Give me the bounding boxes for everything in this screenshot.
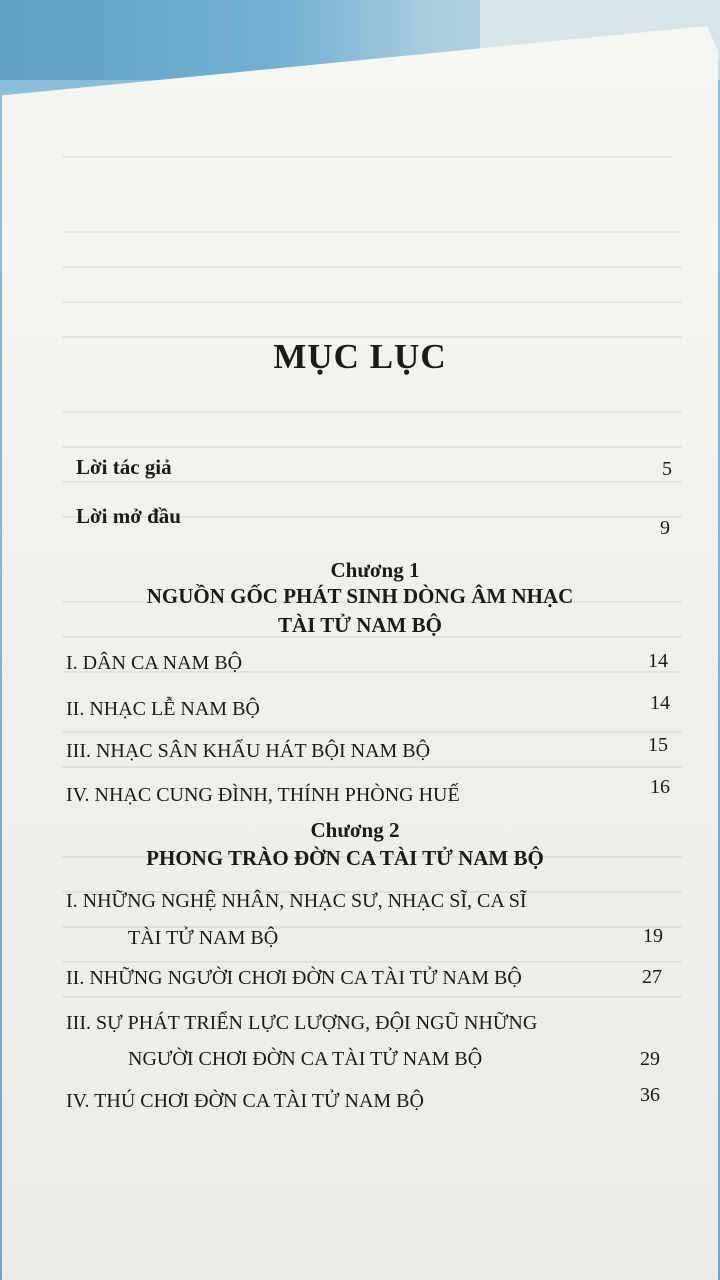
toc-page-number: 29 — [640, 1048, 660, 1070]
toc-page-number: 14 — [650, 692, 670, 714]
toc-page-number: 5 — [662, 458, 672, 480]
page-title: MỤC LỤC — [273, 337, 447, 376]
toc-entry: II. NHỮNG NGƯỜI CHƠI ĐỜN CA TÀI TỬ NAM BỘ — [66, 967, 522, 989]
toc-page-number: 27 — [642, 966, 662, 988]
toc-page-number: 14 — [648, 650, 668, 672]
toc-entry: III. NHẠC SÂN KHẤU HÁT BỘI NAM BỘ — [66, 740, 431, 762]
chapter-2-heading: Chương 2 — [310, 818, 400, 842]
toc-entry: I. DÂN CA NAM BỘ — [66, 652, 243, 674]
toc-page-number: 9 — [660, 517, 670, 539]
toc-entry-author-preface: Lời tác giả — [76, 455, 172, 479]
chapter-1-title-line2: TÀI TỬ NAM BỘ — [278, 613, 442, 637]
toc-entry-continuation: TÀI TỬ NAM BỘ — [128, 927, 279, 949]
chapter-1-heading: Chương 1 — [330, 558, 420, 582]
toc-page-number: 19 — [643, 925, 663, 947]
toc-page-number: 15 — [648, 734, 668, 756]
toc-entry: III. SỰ PHÁT TRIỂN LỰC LƯỢNG, ĐỘI NGŨ NHỮNG — [66, 1012, 538, 1034]
toc-entry: II. NHẠC LỄ NAM BỘ — [66, 698, 260, 720]
chapter-1-title-line1: NGUỒN GỐC PHÁT SINH DÒNG ÂM NHẠC — [146, 584, 574, 608]
toc-page-number: 16 — [650, 776, 670, 798]
toc-entry: IV. NHẠC CUNG ĐÌNH, THÍNH PHÒNG HUẾ — [66, 784, 460, 806]
chapter-2-title-line1: PHONG TRÀO ĐỜN CA TÀI TỬ NAM BỘ — [146, 846, 544, 870]
toc-entry-continuation: NGƯỜI CHƠI ĐỜN CA TÀI TỬ NAM BỘ — [128, 1048, 483, 1070]
toc-page-number: 36 — [640, 1084, 660, 1106]
toc-entry: IV. THÚ CHƠI ĐỜN CA TÀI TỬ NAM BỘ — [66, 1090, 424, 1112]
toc-entry: I. NHỮNG NGHỆ NHÂN, NHẠC SƯ, NHẠC SĨ, CA SĨ — [66, 890, 527, 912]
toc-entry-introduction: Lời mở đầu — [76, 504, 181, 528]
